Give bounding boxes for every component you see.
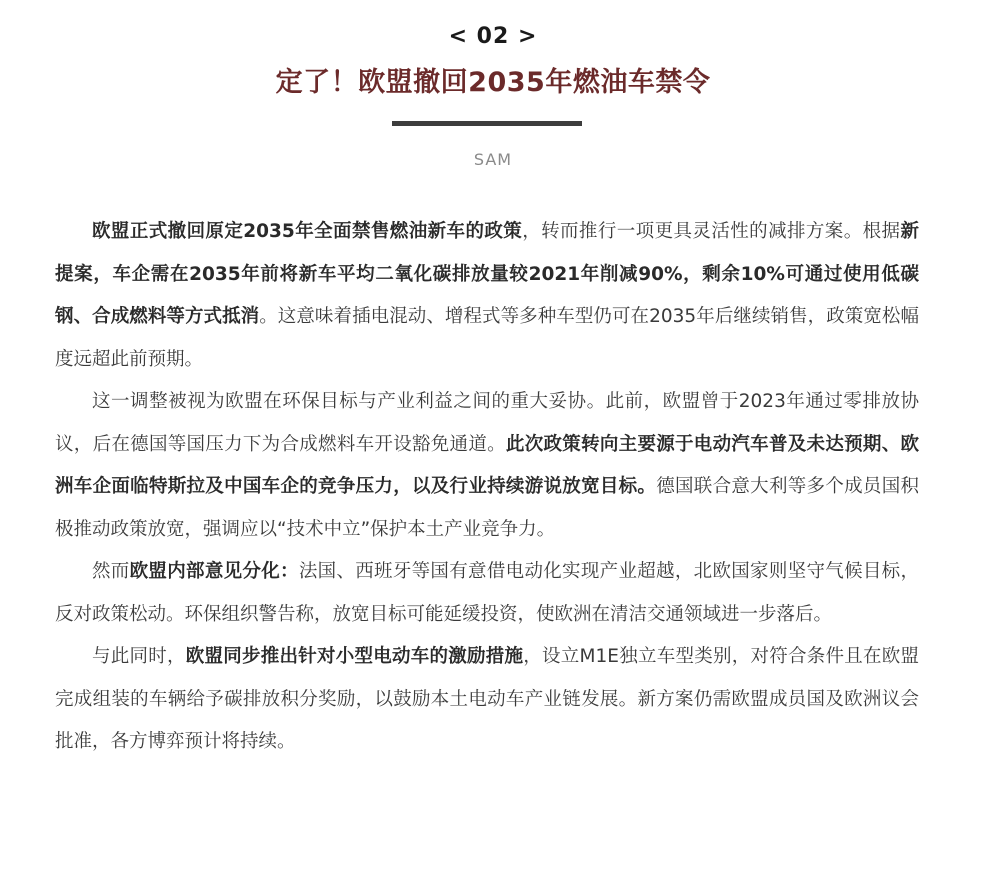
paragraph-2 xyxy=(55,381,919,551)
paragraph-1 xyxy=(55,211,919,381)
body-text: 法国、西班牙等国有意借电动化实现产业超越，北欧国家则坚守气候目标，反对政策松动。环保组织警告称，放宽目标可能延缓投资，使欧洲在清洁交通领域进一步落后。 xyxy=(55,561,919,625)
article-title: 定了！欧盟撤回2035年燃油车禁令 xyxy=(275,67,711,98)
body-text: 然而 xyxy=(92,561,130,582)
body-text: 这一调整被视为欧盟在环保目标与产业利益之间的重大妥协。此前，欧盟曾于2023年通过零排放协议，后在德国等国压力下为合成燃料车开设豁免通道。 xyxy=(55,391,919,455)
bold-text: 欧盟同步推出针对小型电动车的激励措施 xyxy=(185,646,524,667)
author-name: SAM xyxy=(473,150,513,169)
paragraph-4 xyxy=(55,636,919,764)
body-text: 。这意味着插电混动、增程式等多种车型仍可在2035年后继续销售，政策宽松幅度远超此前预期。 xyxy=(55,306,919,370)
body-text: 德国联合意大利等多个成员国积极推动政策放宽，强调应以“技术中立”保护本土产业竞争力。 xyxy=(55,476,919,540)
body-text: ，设立M1E独立车型类别，对符合条件且在欧盟完成组装的车辆给予碳排放积分奖励，以鼓励本土电动车产业链发展。新方案仍需欧盟成员国及欧洲议会批准，各方博弈预计将持续。 xyxy=(55,646,919,752)
paragraph-3 xyxy=(55,551,919,636)
bold-text: 新提案，车企需在2035年前将新车平均二氧化碳排放量较2021年削减90%，剩余10%可通过使用低碳钢、合成燃料等方式抵消 xyxy=(55,221,919,327)
body-text: ，转而推行一项更具灵活性的减排方案。根据 xyxy=(522,221,901,242)
bold-text: 欧盟内部意见分化： xyxy=(129,561,299,582)
article-body xyxy=(55,211,919,764)
bold-text: 此次政策转向主要源于电动汽车普及未达预期、欧洲车企面临特斯拉及中国车企的竞争压力，以及行业持续游说放宽目标。 xyxy=(55,433,919,497)
bold-text: 欧盟正式撤回原定2035年全面禁售燃油新车的政策 xyxy=(92,221,523,242)
body-text: 与此同时， xyxy=(92,646,186,667)
section-number: < 02 > xyxy=(448,24,538,49)
title-divider xyxy=(392,121,582,126)
